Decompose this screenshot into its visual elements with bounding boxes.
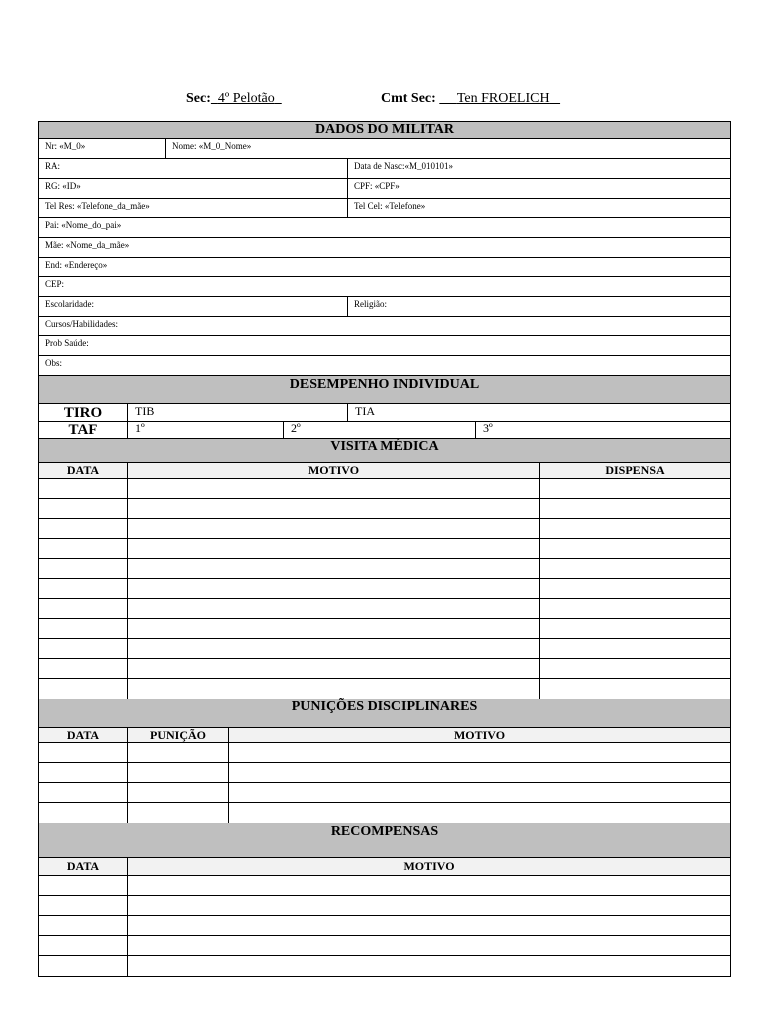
visita-row bbox=[39, 599, 730, 619]
visita-row bbox=[39, 659, 730, 679]
mae-field: Mãe: «Nome_da_mãe» bbox=[45, 240, 130, 250]
recompensas-row-cell[interactable] bbox=[128, 876, 730, 895]
punicoes-row-cell[interactable] bbox=[39, 743, 128, 762]
punicoes-row-cell[interactable] bbox=[128, 783, 229, 802]
visita-row bbox=[39, 579, 730, 599]
punicoes-rows bbox=[39, 743, 730, 823]
dados-row bbox=[39, 139, 730, 159]
section-label: Sec: bbox=[186, 91, 211, 106]
visita-row-cell[interactable] bbox=[39, 499, 128, 518]
tel-cel-field: Tel Cel: «Telefone» bbox=[354, 201, 426, 211]
visita-row-cell[interactable] bbox=[540, 539, 730, 558]
recompensas-row-cell[interactable] bbox=[128, 936, 730, 955]
punicoes-header-row bbox=[39, 728, 730, 743]
punicoes-row-cell[interactable] bbox=[229, 763, 730, 782]
dados-row bbox=[39, 356, 730, 376]
visita-row-cell[interactable] bbox=[39, 519, 128, 538]
recompensas-row-cell[interactable] bbox=[39, 876, 128, 895]
escolaridade-field: Escolaridade: bbox=[39, 297, 348, 316]
punicoes-row bbox=[39, 743, 730, 763]
taf-third-field: 3º bbox=[483, 422, 493, 435]
military-record-form bbox=[38, 121, 731, 977]
visita-row bbox=[39, 679, 730, 699]
punicoes-col-data: DATA bbox=[39, 728, 128, 742]
dados-row bbox=[39, 199, 730, 218]
dados-row bbox=[39, 258, 730, 277]
dados-row bbox=[39, 159, 730, 179]
punicoes-row-cell[interactable] bbox=[128, 763, 229, 782]
recompensas-row bbox=[39, 876, 730, 896]
punicoes-col-motivo: MOTIVO bbox=[229, 728, 730, 742]
visita-row-cell[interactable] bbox=[540, 499, 730, 518]
visita-row-cell[interactable] bbox=[39, 479, 128, 498]
commander-field bbox=[381, 91, 560, 107]
recompensas-col-motivo: MOTIVO bbox=[128, 858, 730, 875]
visita-col-dispensa: DISPENSA bbox=[540, 463, 730, 478]
visita-header-row bbox=[39, 463, 730, 479]
recompensas-header-row bbox=[39, 858, 730, 876]
punicoes-row bbox=[39, 783, 730, 803]
visita-row-cell[interactable] bbox=[39, 659, 128, 678]
recompensas-row-cell[interactable] bbox=[128, 896, 730, 915]
visita-row-cell[interactable] bbox=[540, 479, 730, 498]
visita-row-cell[interactable] bbox=[128, 499, 540, 518]
punicoes-row-cell[interactable] bbox=[39, 783, 128, 802]
visita-row-cell[interactable] bbox=[540, 599, 730, 618]
visita-section-title: VISITA MÉDICA bbox=[39, 439, 730, 463]
visita-row-cell[interactable] bbox=[128, 559, 540, 578]
cursos-field: Cursos/Habilidades: bbox=[45, 319, 118, 329]
recompensas-row-cell[interactable] bbox=[39, 956, 128, 976]
recompensas-row-cell[interactable] bbox=[39, 896, 128, 915]
tiro-row bbox=[39, 404, 730, 422]
punicoes-col-punicao: PUNIÇÃO bbox=[128, 728, 229, 742]
ra-field: RA: bbox=[39, 159, 348, 178]
taf-first-field: 1º bbox=[128, 422, 284, 438]
punicoes-row-cell[interactable] bbox=[229, 803, 730, 823]
visita-row-cell[interactable] bbox=[128, 659, 540, 678]
visita-row-cell[interactable] bbox=[128, 519, 540, 538]
visita-row-cell[interactable] bbox=[540, 679, 730, 699]
visita-row-cell[interactable] bbox=[39, 639, 128, 658]
form-header bbox=[0, 91, 768, 111]
desempenho-section-title: DESEMPENHO INDIVIDUAL bbox=[39, 376, 730, 404]
punicoes-row bbox=[39, 763, 730, 783]
visita-row-cell[interactable] bbox=[540, 519, 730, 538]
section-field bbox=[186, 91, 282, 107]
visita-row-cell[interactable] bbox=[540, 619, 730, 638]
dados-row bbox=[39, 179, 730, 199]
taf-label: TAF bbox=[39, 422, 128, 438]
recompensas-row bbox=[39, 936, 730, 956]
visita-row bbox=[39, 619, 730, 639]
dados-section-title: DADOS DO MILITAR bbox=[39, 122, 730, 139]
visita-row bbox=[39, 539, 730, 559]
visita-col-motivo: MOTIVO bbox=[128, 463, 540, 478]
dados-row bbox=[39, 277, 730, 297]
section-value: 4º Pelotão bbox=[217, 91, 275, 106]
recompensas-row bbox=[39, 916, 730, 936]
tiro-label: TIRO bbox=[39, 404, 128, 421]
punicoes-row bbox=[39, 803, 730, 823]
punicoes-row-cell[interactable] bbox=[128, 743, 229, 762]
punicoes-row-cell[interactable] bbox=[229, 743, 730, 762]
obs-field: Obs: bbox=[45, 358, 63, 368]
visita-rows bbox=[39, 479, 730, 699]
recompensas-row-cell[interactable] bbox=[128, 916, 730, 935]
tel-res-field: Tel Res: «Telefone_da_mãe» bbox=[39, 199, 348, 217]
punicoes-row-cell[interactable] bbox=[39, 803, 128, 823]
punicoes-row-cell[interactable] bbox=[128, 803, 229, 823]
dados-row bbox=[39, 317, 730, 336]
religiao-field: Religião: bbox=[354, 299, 387, 309]
dados-row bbox=[39, 218, 730, 238]
visita-row-cell[interactable] bbox=[39, 599, 128, 618]
recompensas-row-cell[interactable] bbox=[39, 936, 128, 955]
tib-field: TIB bbox=[128, 404, 348, 421]
punicoes-section-title: PUNIÇÕES DISCIPLINARES bbox=[39, 699, 730, 728]
commander-label: Cmt Sec: bbox=[381, 91, 436, 106]
tia-field: TIA bbox=[355, 404, 375, 418]
cep-field: CEP: bbox=[45, 279, 65, 289]
prob-saude-field: Prob Saúde: bbox=[45, 338, 89, 348]
visita-row-cell[interactable] bbox=[540, 579, 730, 598]
recompensas-rows bbox=[39, 876, 730, 976]
visita-row-cell[interactable] bbox=[128, 539, 540, 558]
visita-row-cell[interactable] bbox=[128, 479, 540, 498]
visita-row-cell[interactable] bbox=[540, 639, 730, 658]
pai-field: Pai: «Nome_do_pai» bbox=[45, 220, 122, 230]
visita-row-cell[interactable] bbox=[128, 579, 540, 598]
recompensas-row bbox=[39, 896, 730, 916]
cpf-field: CPF: «CPF» bbox=[354, 181, 400, 191]
visita-row-cell[interactable] bbox=[39, 619, 128, 638]
dados-row bbox=[39, 297, 730, 317]
taf-row bbox=[39, 422, 730, 439]
visita-row bbox=[39, 519, 730, 539]
punicoes-row-cell[interactable] bbox=[229, 783, 730, 802]
nr-field: Nr: «M_0» bbox=[39, 139, 166, 158]
recompensas-row-cell[interactable] bbox=[128, 956, 730, 976]
recompensas-section-title: RECOMPENSAS bbox=[39, 823, 730, 858]
visita-row-cell[interactable] bbox=[128, 679, 540, 699]
visita-row-cell[interactable] bbox=[39, 539, 128, 558]
visita-row-cell[interactable] bbox=[39, 679, 128, 699]
dados-row bbox=[39, 336, 730, 356]
visita-row-cell[interactable] bbox=[540, 559, 730, 578]
visita-row-cell[interactable] bbox=[540, 659, 730, 678]
visita-row-cell[interactable] bbox=[39, 559, 128, 578]
visita-row bbox=[39, 639, 730, 659]
data-nasc-field: Data de Nasc:«M_010101» bbox=[354, 161, 453, 171]
dados-row bbox=[39, 238, 730, 258]
visita-row-cell[interactable] bbox=[128, 599, 540, 618]
visita-row-cell[interactable] bbox=[39, 579, 128, 598]
rg-field: RG: «ID» bbox=[39, 179, 348, 198]
recompensas-row bbox=[39, 956, 730, 976]
visita-row bbox=[39, 479, 730, 499]
visita-row bbox=[39, 499, 730, 519]
taf-second-field: 2º bbox=[284, 422, 476, 438]
endereco-field: End: «Endereço» bbox=[45, 260, 108, 270]
visita-row bbox=[39, 559, 730, 579]
visita-row-cell[interactable] bbox=[128, 619, 540, 638]
punicoes-row-cell[interactable] bbox=[39, 763, 128, 782]
visita-col-data: DATA bbox=[39, 463, 128, 478]
nome-field: Nome: «M_0_Nome» bbox=[172, 141, 252, 151]
commander-value: Ten FROELICH bbox=[456, 91, 550, 106]
recompensas-col-data: DATA bbox=[39, 858, 128, 875]
visita-row-cell[interactable] bbox=[128, 639, 540, 658]
recompensas-row-cell[interactable] bbox=[39, 916, 128, 935]
